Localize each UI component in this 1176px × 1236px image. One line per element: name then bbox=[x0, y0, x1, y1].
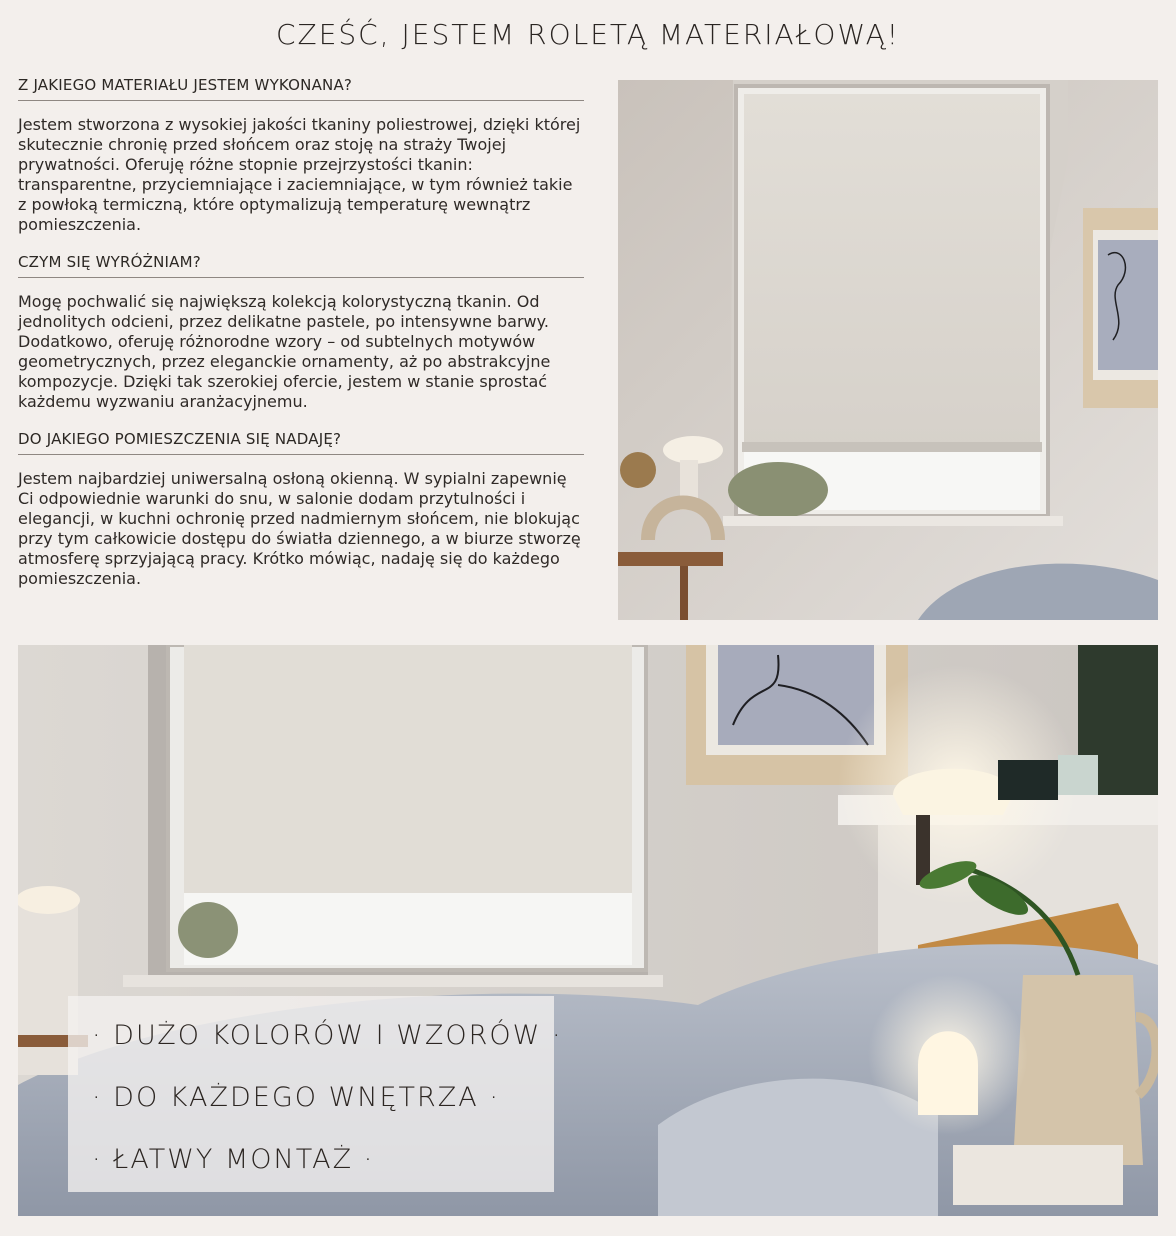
feature-colors-patterns: · DUŻO KOLORÓW I WZORÓW · bbox=[92, 1020, 563, 1051]
section-heading: CZYM SIĘ WYRÓŻNIAM? bbox=[18, 253, 584, 278]
window-blind-photo bbox=[618, 80, 1158, 620]
feature-easy-installation: · ŁATWY MONTAŻ · bbox=[92, 1144, 375, 1175]
section-body: Jestem stworzona z wysokiej jakości tkaniny poliestrowej, dzięki której skutecznie chronię przed słońcem oraz stoję na straży Twojej prywatności. Oferuję różne stopnie przejrzystości tkanin: transparentne, przyciemniające i zaciemniające, w tym również takie z powłoką termiczną, które optymalizują temperaturę wewnątrz pomieszczenia. bbox=[18, 115, 581, 234]
section-heading: Z JAKIEGO MATERIAŁU JESTEM WYKONANA? bbox=[18, 76, 584, 101]
page-title: CZEŚĆ, JESTEM ROLETĄ MATERIAŁOWĄ! bbox=[275, 18, 900, 51]
feature-every-interior: · DO KAŻDEGO WNĘTRZA · bbox=[92, 1082, 500, 1113]
text-column bbox=[18, 76, 584, 607]
section-body: Mogę pochwalić się największą kolekcją kolorystyczną tkanin. Od jednolitych odcieni, przez delikatne pastele, po intensywne barwy. Dodatkowo, oferuję różnorodne wzory – od subtelnych motywów geometrycznych, przez eleganckie ornamenty, aż po abstrakcyjne kompozycje. Dzięki tak szerokiej ofercie, jestem w stanie sprostać każdemu wyzwaniu aranżacyjnemu. bbox=[18, 292, 551, 411]
section-body: Jestem najbardziej uniwersalną osłoną okienną. W sypialni zapewnię Ci odpowiednie warunki do snu, w salonie dodam przytulności i elegancji, w kuchni ochronię przed nadmiernym słońcem, nie blokując przy tym całkowicie dostępu do światła dziennego, a w biurze stworzę atmosferę sprzyjającą pracy. Krótko mówiąc, nadaję się do każdego pomieszczenia. bbox=[18, 469, 581, 588]
section-heading: DO JAKIEGO POMIESZCZENIA SIĘ NADAJĘ? bbox=[18, 430, 584, 455]
section-material bbox=[18, 76, 584, 235]
section-rooms bbox=[18, 430, 584, 589]
section-features bbox=[18, 253, 584, 412]
features-box bbox=[68, 996, 563, 1192]
